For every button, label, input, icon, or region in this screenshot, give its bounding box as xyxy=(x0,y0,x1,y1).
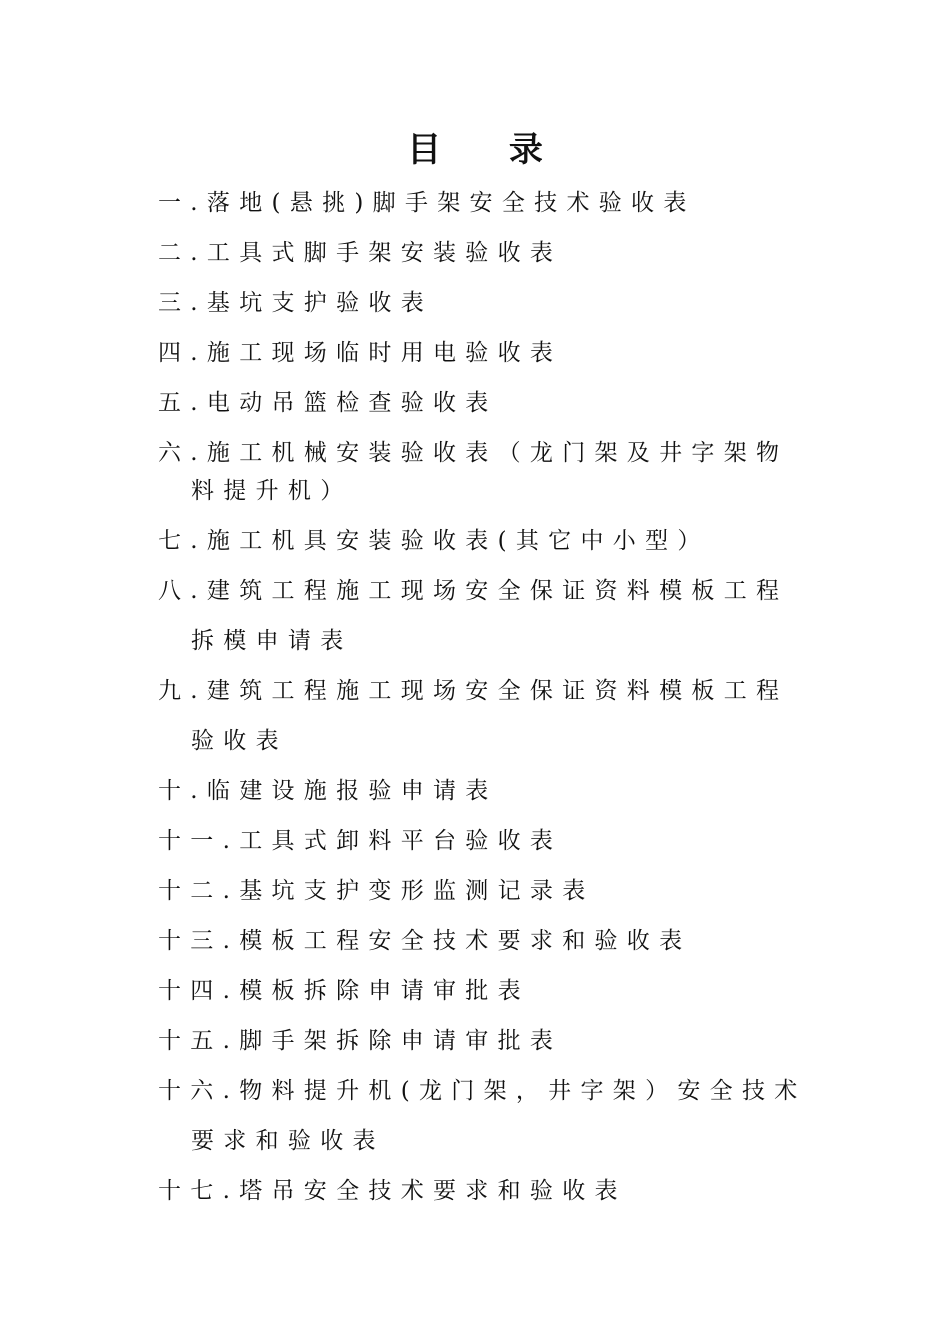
toc-item-8: 八.建筑工程施工现场安全保证资料模板工程拆模申请表 xyxy=(158,578,789,654)
toc-item-14: 十四.模板拆除申请审批表 xyxy=(158,978,530,1004)
toc-item-11: 十一.工具式卸料平台验收表 xyxy=(158,828,563,854)
toc-item-16: 十六.物料提升机(龙门架，井字架）安全技术要求和验收表 xyxy=(158,1078,807,1154)
toc-item-5: 五.电动吊篮检查验收表 xyxy=(158,390,498,416)
page-title: 目 录 xyxy=(407,130,571,170)
toc-item-4: 四.施工现场临时用电验收表 xyxy=(158,340,563,366)
toc-item-7: 七.施工机具安装验收表(其它中小型） xyxy=(158,528,710,554)
toc-item-12: 十二.基坑支护变形监测记录表 xyxy=(158,878,595,904)
toc-item-15: 十五.脚手架拆除申请审批表 xyxy=(158,1028,563,1054)
toc-item-2: 二.工具式脚手架安装验收表 xyxy=(158,240,563,266)
toc-item-9: 九.建筑工程施工现场安全保证资料模板工程验收表 xyxy=(158,678,789,754)
table-of-contents xyxy=(158,178,818,1216)
toc-item-13: 十三.模板工程安全技术要求和验收表 xyxy=(158,928,692,954)
toc-item-17: 十七.塔吊安全技术要求和验收表 xyxy=(158,1178,627,1204)
toc-item-10: 十.临建设施报验申请表 xyxy=(158,778,498,804)
toc-item-3: 三.基坑支护验收表 xyxy=(158,290,434,316)
toc-item-1: 一.落地(悬挑)脚手架安全技术验收表 xyxy=(158,190,696,216)
toc-item-6: 六.施工机械安装验收表（龙门架及井字架物料提升机） xyxy=(158,440,789,504)
